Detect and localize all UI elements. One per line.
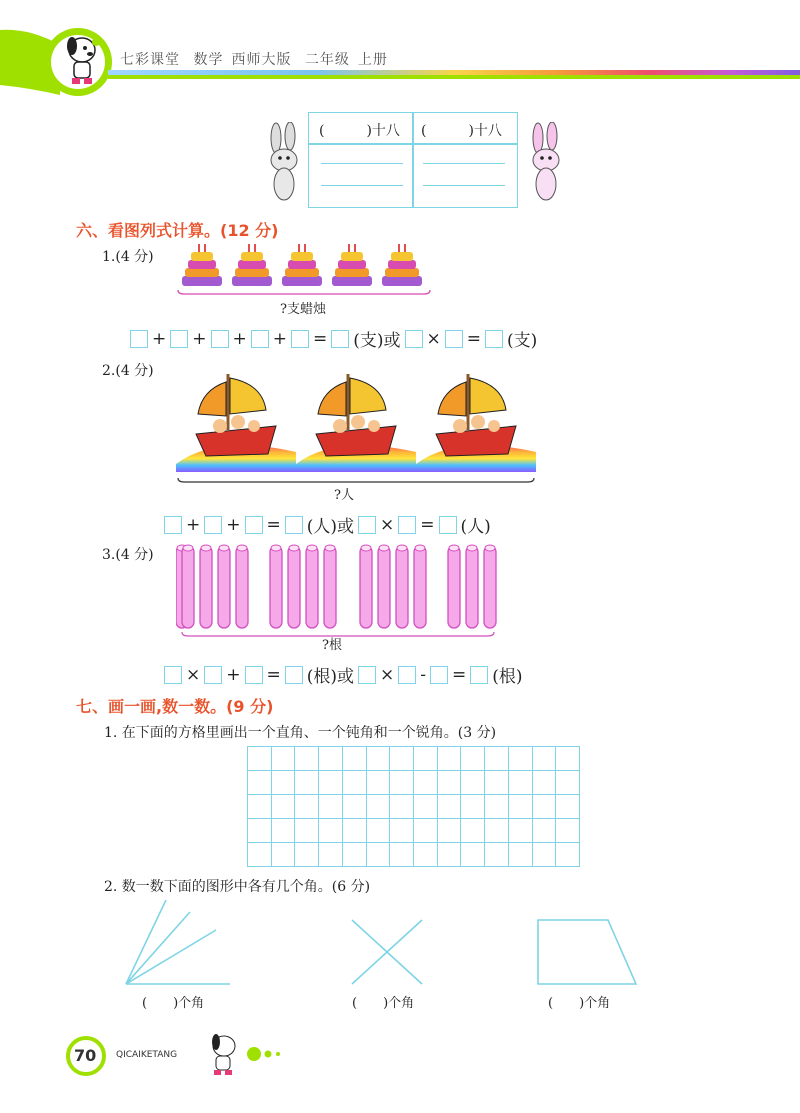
operator: + xyxy=(232,328,247,349)
grid-cell[interactable] xyxy=(533,771,557,795)
operator: + xyxy=(186,514,201,535)
answer-count-2: ( )个角 xyxy=(352,996,415,1011)
birthday-cakes-image xyxy=(176,240,432,296)
answer-box[interactable] xyxy=(164,666,182,684)
answer-box[interactable] xyxy=(439,516,457,534)
q1-label: 1.(4 分) xyxy=(102,249,154,265)
grid-cell[interactable] xyxy=(343,747,367,771)
grid-cell[interactable] xyxy=(367,819,391,843)
operator: = xyxy=(420,514,435,535)
answer-box[interactable] xyxy=(358,516,376,534)
pirate-boats-image xyxy=(176,360,536,500)
grid-cell[interactable] xyxy=(509,771,533,795)
q3-caption: ?根 xyxy=(322,638,342,653)
grid-cell[interactable] xyxy=(485,819,509,843)
answer-box[interactable] xyxy=(430,666,448,684)
grid-cell[interactable] xyxy=(485,843,509,867)
grid-cell[interactable] xyxy=(390,795,414,819)
operator: = xyxy=(313,328,328,349)
operator: (人)或 xyxy=(306,517,355,537)
grid-cell[interactable] xyxy=(367,795,391,819)
grid-cell[interactable] xyxy=(390,771,414,795)
operator: + xyxy=(272,328,287,349)
grid-cell[interactable] xyxy=(367,747,391,771)
q2-label: 2.(4 分) xyxy=(102,363,154,379)
grid-cell[interactable] xyxy=(295,747,319,771)
grid-cell[interactable] xyxy=(461,843,485,867)
grid-cell[interactable] xyxy=(438,843,462,867)
grid-cell[interactable] xyxy=(295,795,319,819)
answer-box[interactable] xyxy=(445,330,463,348)
answer-box[interactable] xyxy=(285,666,303,684)
grid-cell[interactable] xyxy=(343,819,367,843)
answer-box[interactable] xyxy=(485,330,503,348)
q2-caption: ?人 xyxy=(334,488,354,503)
answer-box[interactable] xyxy=(285,516,303,534)
operator: = xyxy=(466,328,482,349)
trapezoid xyxy=(538,920,636,984)
angle-figures xyxy=(120,900,660,990)
volume: 上册 xyxy=(357,52,388,68)
subject: 数学 xyxy=(193,52,224,68)
answer-box[interactable] xyxy=(164,516,182,534)
drawing-grid[interactable] xyxy=(247,746,580,867)
operator: + xyxy=(152,328,167,349)
grid-cell[interactable] xyxy=(438,771,462,795)
operator: (支)或 xyxy=(353,331,401,351)
grid-cell[interactable] xyxy=(533,795,557,819)
grid-cell[interactable] xyxy=(390,747,414,771)
grid-cell[interactable] xyxy=(556,819,580,843)
answer-box[interactable] xyxy=(211,330,229,348)
header-title xyxy=(120,49,396,69)
grid-cell[interactable] xyxy=(343,795,367,819)
answer-box[interactable] xyxy=(398,666,416,684)
footer-brand: QICAIKETANG xyxy=(116,1050,178,1060)
operator: × xyxy=(380,514,395,535)
grid-cell[interactable] xyxy=(319,843,343,867)
grid-cell[interactable] xyxy=(414,819,438,843)
grid-cell[interactable] xyxy=(248,843,272,867)
grid-cell[interactable] xyxy=(295,771,319,795)
operator: - xyxy=(420,664,427,685)
answer-box[interactable] xyxy=(251,330,269,348)
grid-cell[interactable] xyxy=(509,747,533,771)
answer-box[interactable] xyxy=(358,666,376,684)
grade: 二年级 xyxy=(304,52,350,68)
table-cell-right: ( )十八 xyxy=(421,123,502,139)
answer-line xyxy=(423,185,505,186)
sticks-image xyxy=(176,540,506,640)
s7-q2-text: 2. 数一数下面的图形中各有几个角。(6 分) xyxy=(104,879,371,895)
grid-cell[interactable] xyxy=(414,771,438,795)
grid-cell[interactable] xyxy=(343,771,367,795)
grid-cell[interactable] xyxy=(485,795,509,819)
grid-cell[interactable] xyxy=(461,795,485,819)
answer-count-3: ( )个角 xyxy=(548,996,611,1011)
grid-cell[interactable] xyxy=(461,747,485,771)
grid-cell[interactable] xyxy=(343,843,367,867)
operator: = xyxy=(266,514,281,535)
grid-cell[interactable] xyxy=(509,819,533,843)
answer-line xyxy=(321,163,403,164)
grid-cell[interactable] xyxy=(272,843,296,867)
grid-cell[interactable] xyxy=(248,747,272,771)
answer-box[interactable] xyxy=(204,516,222,534)
grid-cell[interactable] xyxy=(485,771,509,795)
grid-cell[interactable] xyxy=(295,819,319,843)
tens-table xyxy=(308,112,518,208)
ray xyxy=(126,912,190,984)
operator: + xyxy=(192,328,207,349)
grid-cell[interactable] xyxy=(414,747,438,771)
answer-box[interactable] xyxy=(331,330,349,348)
answer-count-1: ( )个角 xyxy=(142,996,205,1011)
grid-cell[interactable] xyxy=(438,819,462,843)
grid-cell[interactable] xyxy=(248,771,272,795)
operator: (人) xyxy=(460,517,491,537)
operator: × xyxy=(380,664,395,685)
operator: (根)或 xyxy=(306,667,355,687)
grid-cell[interactable] xyxy=(272,819,296,843)
grid-cell[interactable] xyxy=(556,747,580,771)
grid-cell[interactable] xyxy=(367,843,391,867)
answer-box[interactable] xyxy=(245,516,263,534)
grey-bunny-icon xyxy=(262,122,308,208)
s7-q1-text: 1. 在下面的方格里画出一个直角、一个钝角和一个锐角。(3 分) xyxy=(104,725,497,741)
q2-equation xyxy=(164,512,491,537)
section-7-title: 七、画一画,数一数。(9 分) xyxy=(76,697,274,716)
q3-label: 3.(4 分) xyxy=(102,547,154,563)
grid-cell[interactable] xyxy=(533,843,557,867)
answer-box[interactable] xyxy=(405,330,423,348)
table-cell-left: ( )十八 xyxy=(319,123,400,139)
grid-cell[interactable] xyxy=(272,795,296,819)
grid-cell[interactable] xyxy=(319,795,343,819)
grid-cell[interactable] xyxy=(438,747,462,771)
grid-cell[interactable] xyxy=(319,819,343,843)
answer-box[interactable] xyxy=(398,516,416,534)
answer-line xyxy=(321,185,403,186)
grid-cell[interactable] xyxy=(461,819,485,843)
operator: = xyxy=(452,664,467,685)
operator: (支) xyxy=(507,331,538,351)
page-number: 70 xyxy=(74,1046,97,1065)
grid-cell[interactable] xyxy=(438,795,462,819)
answer-box[interactable] xyxy=(245,666,263,684)
grid-cell[interactable] xyxy=(509,843,533,867)
grid-cell[interactable] xyxy=(295,843,319,867)
grid-cell[interactable] xyxy=(367,771,391,795)
section-6-title: 六、看图列式计算。(12 分) xyxy=(76,221,279,240)
table-divider xyxy=(412,113,414,207)
grid-cell[interactable] xyxy=(319,747,343,771)
operator: × xyxy=(186,664,201,685)
grid-cell[interactable] xyxy=(248,795,272,819)
grid-cell[interactable] xyxy=(414,843,438,867)
grid-cell[interactable] xyxy=(390,819,414,843)
header-green-divider xyxy=(108,75,800,79)
grid-cell[interactable] xyxy=(390,843,414,867)
answer-box[interactable] xyxy=(130,330,148,348)
q1-equation xyxy=(130,326,537,351)
answer-line xyxy=(423,163,505,164)
grid-cell[interactable] xyxy=(556,843,580,867)
grid-cell[interactable] xyxy=(248,819,272,843)
grid-cell[interactable] xyxy=(509,795,533,819)
q1-caption: ?支蜡烛 xyxy=(280,302,326,317)
grid-cell[interactable] xyxy=(533,819,557,843)
operator: × xyxy=(426,328,441,349)
answer-box[interactable] xyxy=(470,666,488,684)
grid-cell[interactable] xyxy=(461,771,485,795)
operator: = xyxy=(266,664,281,685)
grid-cell[interactable] xyxy=(414,795,438,819)
grid-cell[interactable] xyxy=(319,771,343,795)
grid-cell[interactable] xyxy=(556,795,580,819)
grid-cell[interactable] xyxy=(485,747,509,771)
brand-name: 七彩课堂 xyxy=(120,52,180,68)
q3-equation xyxy=(164,662,523,687)
grid-cell[interactable] xyxy=(533,747,557,771)
dog-mascot-icon xyxy=(58,32,108,94)
edition: 西师大版 xyxy=(231,52,292,68)
operator: + xyxy=(226,514,241,535)
grid-cell[interactable] xyxy=(556,771,580,795)
answer-box[interactable] xyxy=(204,666,222,684)
pink-bunny-icon xyxy=(522,122,568,208)
grid-cell[interactable] xyxy=(272,771,296,795)
footer-mascot-icon xyxy=(202,1030,286,1080)
answer-box[interactable] xyxy=(170,330,188,348)
grid-cell[interactable] xyxy=(272,747,296,771)
operator: (根) xyxy=(492,667,523,687)
answer-box[interactable] xyxy=(291,330,309,348)
table-header-line xyxy=(309,143,517,145)
operator: + xyxy=(226,664,241,685)
